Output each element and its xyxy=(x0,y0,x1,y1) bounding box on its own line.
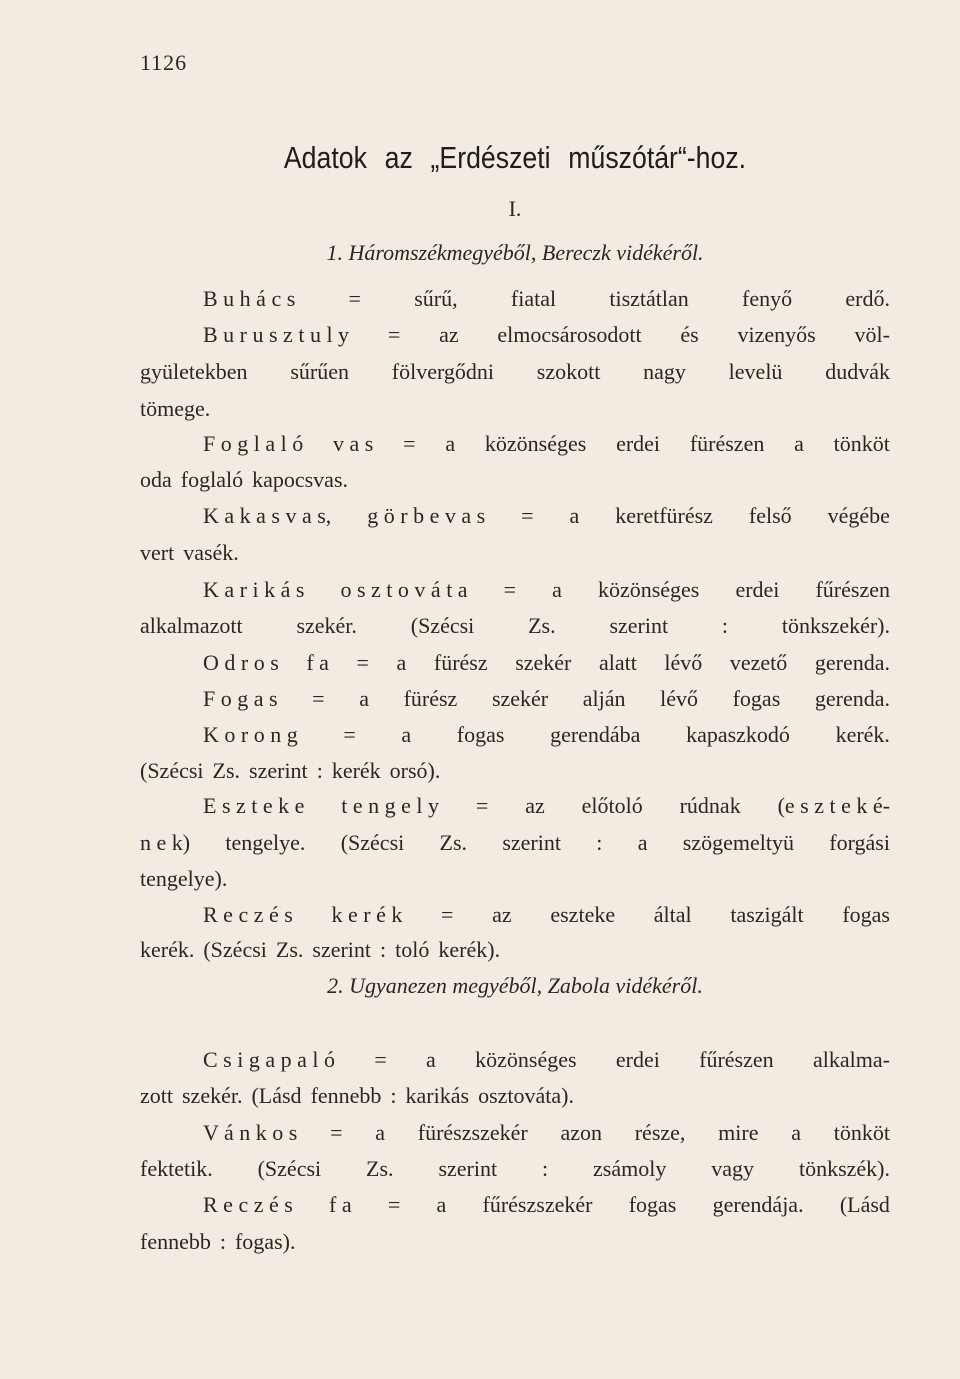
word: a xyxy=(375,1120,386,1145)
word: az xyxy=(439,322,459,347)
word: taszigált xyxy=(730,902,804,927)
word: nagy xyxy=(643,359,686,384)
word: Zs. xyxy=(275,937,304,962)
word: fűrészszekér xyxy=(482,1192,593,1217)
word: R e c z é s xyxy=(203,902,293,927)
word: fogas). xyxy=(234,1229,296,1254)
word: a xyxy=(445,431,456,456)
text-line xyxy=(140,613,890,639)
word: erdő. xyxy=(845,286,890,311)
word: erdei xyxy=(616,431,661,456)
word: erdei xyxy=(735,577,780,602)
word: és xyxy=(680,322,699,347)
word: közönséges xyxy=(597,577,700,602)
word: V á n k o s xyxy=(203,1120,298,1145)
word: F o g l a l ó xyxy=(203,431,304,456)
text-line xyxy=(140,758,890,784)
title-word: „Erdészeti xyxy=(430,140,551,175)
word: (Szécsi xyxy=(257,1156,322,1181)
text-line xyxy=(203,1120,890,1146)
word: rúdnak xyxy=(679,793,741,818)
word: fölvergődni xyxy=(391,359,494,384)
word: előtoló xyxy=(581,793,643,818)
word: : xyxy=(596,830,603,855)
word: (Szécsi xyxy=(140,758,204,783)
word: a xyxy=(552,577,562,602)
word: K a k a s v a s, xyxy=(203,503,332,528)
word: eszteke xyxy=(550,902,616,927)
word: alatt xyxy=(598,650,637,675)
word: = xyxy=(330,1120,343,1145)
word: része, xyxy=(634,1120,686,1145)
text-line xyxy=(203,1192,890,1218)
word: kapocsvas. xyxy=(252,467,349,492)
text-line xyxy=(140,866,890,892)
word: gerendába xyxy=(550,722,641,747)
word: karikás xyxy=(405,1083,470,1108)
word: gerenda. xyxy=(814,650,890,675)
word: gyületekben xyxy=(140,359,248,384)
word: F o g a s xyxy=(203,686,278,711)
word: vert xyxy=(140,540,175,565)
word: szerint xyxy=(609,613,669,638)
text-line xyxy=(203,431,890,457)
word: szekér. xyxy=(296,613,357,638)
word: szögemeltyü xyxy=(682,830,794,855)
word: a xyxy=(637,830,648,855)
word: fogas xyxy=(456,722,505,747)
text-line xyxy=(203,686,890,712)
word: fektetik. xyxy=(140,1156,213,1181)
word: osztováta). xyxy=(478,1083,574,1108)
word: Zs. xyxy=(528,613,556,638)
word: kerék. xyxy=(140,937,195,962)
word: = xyxy=(475,793,489,818)
word: = xyxy=(312,686,325,711)
word: a xyxy=(359,686,369,711)
word: völ- xyxy=(854,322,890,347)
word: fogas xyxy=(628,1192,677,1217)
word: levelü xyxy=(728,359,783,384)
word: sűrűen xyxy=(290,359,349,384)
word: az xyxy=(525,793,545,818)
word: = xyxy=(348,286,361,311)
word: felső xyxy=(748,503,792,528)
text-line xyxy=(203,722,890,748)
word: : xyxy=(542,1156,549,1181)
word: elmocsárosodott xyxy=(497,322,642,347)
word: a xyxy=(401,722,412,747)
word: tönköt xyxy=(833,431,890,456)
title-word: műszótár“-hoz. xyxy=(568,140,747,175)
word: = xyxy=(343,722,356,747)
word: szerint xyxy=(249,758,308,783)
word: tisztátlan xyxy=(609,286,689,311)
word: alján xyxy=(582,686,626,711)
word: vasék. xyxy=(183,540,239,565)
word: t e n g e l y xyxy=(341,793,440,818)
word: kerék xyxy=(331,758,381,783)
text-line xyxy=(203,650,890,676)
page-title xyxy=(72,140,958,176)
word: tömege. xyxy=(140,396,211,421)
word: fogas xyxy=(842,902,890,927)
section-heading-1: 1. Háromszékmegyéből, Bereczk vidékéről. xyxy=(326,240,704,265)
text-line xyxy=(140,1156,890,1182)
text-line xyxy=(203,322,890,348)
text-line xyxy=(203,793,890,819)
word: o s z t o v á t a xyxy=(340,577,468,602)
word: gerendája. xyxy=(712,1192,804,1217)
word: dudvák xyxy=(825,359,890,384)
word: fiatal xyxy=(510,286,557,311)
word: fennebb xyxy=(140,1229,211,1254)
word: f a xyxy=(329,1192,352,1217)
word: tönköt xyxy=(833,1120,890,1145)
word: az xyxy=(492,902,512,927)
word: v a s xyxy=(333,431,374,456)
word: fürészszekér xyxy=(417,1120,528,1145)
word: gerenda. xyxy=(814,686,890,711)
word: lévő xyxy=(660,686,698,711)
text-line xyxy=(203,902,890,928)
word: (e s z t e k é- xyxy=(777,793,890,818)
word: vagy xyxy=(711,1156,755,1181)
word: fürészen xyxy=(689,431,765,456)
word: : xyxy=(219,1229,226,1254)
word: szekér xyxy=(515,650,572,675)
word: foglaló xyxy=(180,467,244,492)
word: (Szécsi xyxy=(203,937,267,962)
text-line xyxy=(140,359,890,385)
word: kapaszkodó xyxy=(686,722,790,747)
word: = xyxy=(403,431,416,456)
word: fürész xyxy=(403,686,458,711)
page-number: 1126 xyxy=(140,50,188,75)
word: : xyxy=(390,1083,397,1108)
word: B u h á c s xyxy=(203,286,296,311)
word: szerint xyxy=(438,1156,498,1181)
word: által xyxy=(653,902,692,927)
text-line xyxy=(140,1083,890,1109)
word: = xyxy=(374,1047,387,1072)
word: fűrészen xyxy=(815,577,890,602)
word: tönkszék). xyxy=(798,1156,890,1181)
word: fennebb xyxy=(310,1083,382,1108)
word: szokott xyxy=(536,359,601,384)
part-number: I. xyxy=(508,196,522,221)
word: kerék. xyxy=(835,722,890,747)
word: g ö r b e v a s xyxy=(367,503,486,528)
word: Zs. xyxy=(366,1156,394,1181)
word: mire xyxy=(718,1120,759,1145)
word: végébe xyxy=(827,503,890,528)
word: a xyxy=(396,650,407,675)
word: szerint xyxy=(312,937,372,962)
word: C s i g a p a l ó xyxy=(203,1047,335,1072)
word: fürész xyxy=(433,650,488,675)
text-line xyxy=(140,467,890,493)
word: a xyxy=(794,431,804,456)
word: fogas xyxy=(732,686,781,711)
word: a xyxy=(791,1120,802,1145)
word: közönséges xyxy=(484,431,587,456)
word: B u r u s z t u l y xyxy=(203,322,350,347)
title-word: Adatok xyxy=(283,140,367,175)
word: = xyxy=(441,902,454,927)
word: azon xyxy=(560,1120,602,1145)
word: erdei xyxy=(615,1047,660,1072)
word: a xyxy=(436,1192,447,1217)
word: = xyxy=(387,322,401,347)
word: toló xyxy=(395,937,430,962)
word: orsó). xyxy=(389,758,441,783)
word: alkalmazott xyxy=(140,613,243,638)
word: Zs. xyxy=(212,758,241,783)
word: forgási xyxy=(829,830,890,855)
text-line xyxy=(140,830,890,856)
word: zsámoly xyxy=(593,1156,667,1181)
word: = xyxy=(387,1192,401,1217)
word: f a xyxy=(306,650,329,675)
word: zott xyxy=(140,1083,173,1108)
word: = xyxy=(356,650,369,675)
word: vezető xyxy=(729,650,788,675)
word: R e c z é s xyxy=(203,1192,293,1217)
word: k e r é k xyxy=(331,902,403,927)
word: közönséges xyxy=(475,1047,577,1072)
word: K a r i k á s xyxy=(203,577,305,602)
word: n e k) xyxy=(140,830,191,855)
section-heading-2: 2. Ugyanezen megyéből, Zabola vidékéről. xyxy=(327,973,703,998)
word: Zs. xyxy=(439,830,468,855)
word: (Lásd xyxy=(839,1192,890,1217)
word: sűrű, xyxy=(414,286,458,311)
text-line xyxy=(203,1047,890,1073)
text-line xyxy=(140,396,890,422)
word: : xyxy=(721,613,729,638)
text-line xyxy=(203,286,890,312)
word: a xyxy=(426,1047,436,1072)
word: (Szécsi xyxy=(340,830,405,855)
word: = xyxy=(521,503,534,528)
word: keretfürész xyxy=(615,503,713,528)
word: oda xyxy=(140,467,172,492)
word: fenyő xyxy=(742,286,793,311)
word: vizenyős xyxy=(737,322,816,347)
word: : xyxy=(380,937,387,962)
word: K o r o n g xyxy=(203,722,298,747)
title-word: az xyxy=(384,140,413,175)
word: tönkszekér). xyxy=(781,613,890,638)
word: kerék). xyxy=(438,937,501,962)
word: : xyxy=(316,758,323,783)
text-line xyxy=(203,577,890,603)
text-line xyxy=(140,937,890,963)
text-line xyxy=(203,503,890,529)
word: tengelye. xyxy=(225,830,306,855)
word: alkalma- xyxy=(812,1047,890,1072)
word: (Lásd xyxy=(251,1083,302,1108)
word: tengelye). xyxy=(140,866,228,891)
word: szerint xyxy=(502,830,561,855)
text-line xyxy=(140,1229,890,1255)
word: szekér. xyxy=(182,1083,243,1108)
word: = xyxy=(503,577,517,602)
word: a xyxy=(569,503,580,528)
word: E s z t e k e xyxy=(203,793,305,818)
word: fűrészen xyxy=(699,1047,774,1072)
text-line xyxy=(140,540,890,566)
word: O d r o s xyxy=(203,650,279,675)
word: szekér xyxy=(491,686,549,711)
word: (Szécsi xyxy=(410,613,475,638)
word: lévő xyxy=(664,650,703,675)
